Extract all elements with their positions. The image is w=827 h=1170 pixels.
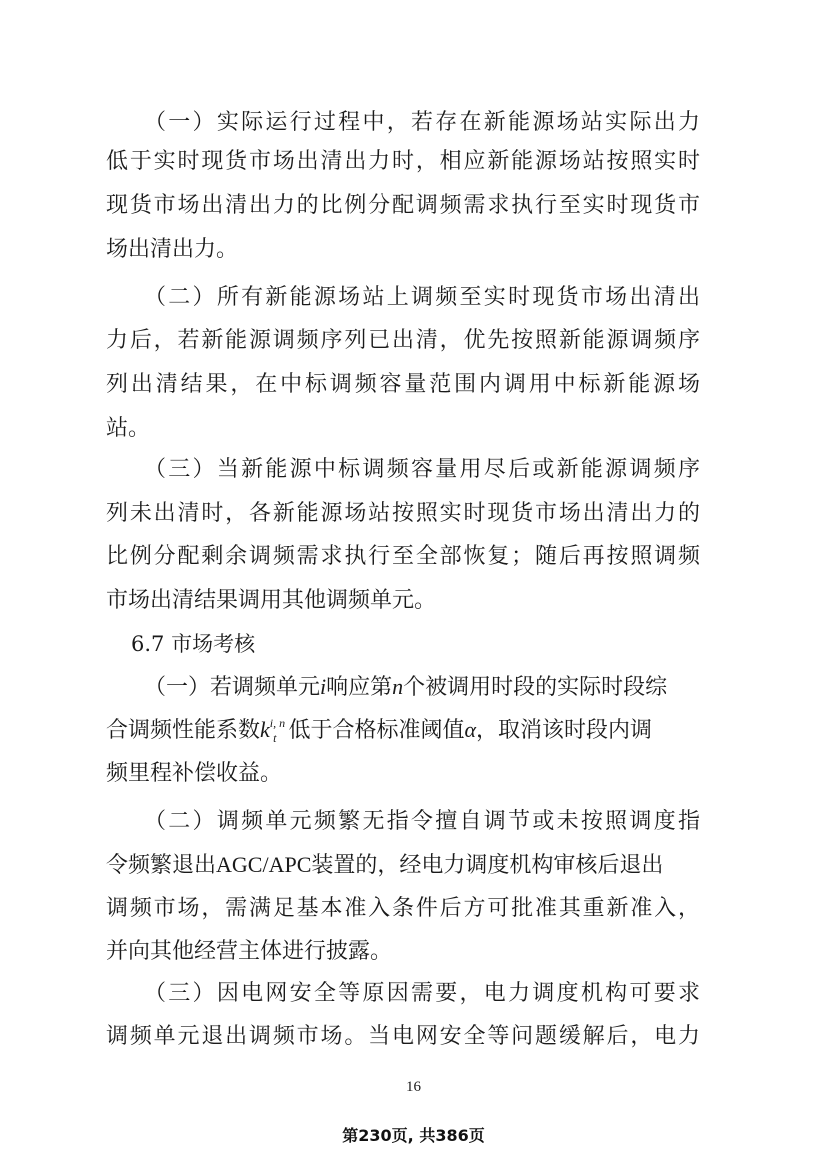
assessment-1-line-2 [106, 715, 700, 745]
paragraph-1-line-4: 场出清出力。 [106, 237, 239, 262]
paragraph-1-line-1: （一）实际运行过程中，若存在新能源场站实际出力 [144, 110, 700, 135]
paragraph-2-line-1: （二）所有新能源场站上调频至实时现货市场出清出 [144, 285, 700, 310]
assessment-1-text-f: ，取消该时段内调 [476, 718, 653, 743]
assessment-3-line-2: 调频单元退出调频市场。当电网安全等问题缓解后，电力 [106, 1024, 700, 1049]
assessment-1-text-e: 低于合格标准阈值 [288, 718, 465, 743]
k-subscript: t [273, 731, 277, 745]
assessment-3-line-1: （三）因电网安全等原因需要，电力调度机构可要求 [144, 981, 700, 1006]
assessment-1-line-1 [144, 672, 700, 702]
assessment-2-line-3: 调频市场，需满足基本准入条件后方可批准其重新准入， [106, 896, 700, 921]
assessment-1-text-c: 个被调用时段的实际时段综 [403, 675, 668, 700]
section-heading: 6.7 市场考核 [131, 632, 256, 656]
assessment-2-text-b: 装置的，经电力调度机构审核后退出 [311, 853, 664, 878]
assessment-1-line-3: 频里程补偿收益。 [106, 761, 283, 786]
paragraph-3-line-3: 比例分配剩余调频需求执行至全部恢复；随后再按照调频 [106, 544, 700, 569]
performance-coefficient-symbol [260, 715, 288, 748]
page-number: 16 [406, 1079, 421, 1095]
page-counter: 第230页, 共386页 [342, 1126, 485, 1145]
assessment-1-text-d: 合调频性能系数 [106, 718, 261, 743]
paragraph-1-line-2: 低于实时现货市场出清出力时，相应新能源场站按照实时 [106, 149, 700, 174]
agc-apc-acronym: AGC/APC [216, 852, 312, 877]
paragraph-1-line-3: 现货市场出清出力的比例分配调频需求执行至实时现货市 [106, 193, 700, 218]
assessment-2-line-4: 并向其他经营主体进行披露。 [106, 939, 393, 964]
assessment-2-text-a: 令频繁退出 [106, 853, 217, 878]
variable-i: i [320, 674, 327, 699]
assessment-2-line-2 [106, 850, 700, 880]
assessment-1-text-b: 响应第 [326, 675, 393, 700]
variable-n: n [392, 674, 404, 699]
alpha-symbol: α [464, 717, 477, 742]
paragraph-2-line-2: 力后，若新能源调频序列已出清，优先按照新能源调频序 [106, 328, 700, 353]
assessment-1-text-a: （一）若调频单元 [144, 675, 321, 700]
paragraph-3-line-2: 列未出清时，各新能源场站按照实时现货市场出清出力的 [106, 501, 700, 526]
paragraph-3-line-4: 市场出清结果调用其他调频单元。 [106, 588, 437, 613]
paragraph-2-line-3: 列出清结果，在中标调频容量范围内调用中标新能源场 [106, 372, 700, 397]
paragraph-3-line-1: （三）当新能源中标调频容量用尽后或新能源调频序 [144, 457, 700, 482]
assessment-2-line-1: （二）调频单元频繁无指令擅自调节或未按照调度指 [144, 809, 700, 834]
k-superscript: i, n [269, 716, 286, 730]
paragraph-2-line-4: 站。 [106, 416, 151, 441]
k-symbol: k [260, 717, 270, 742]
